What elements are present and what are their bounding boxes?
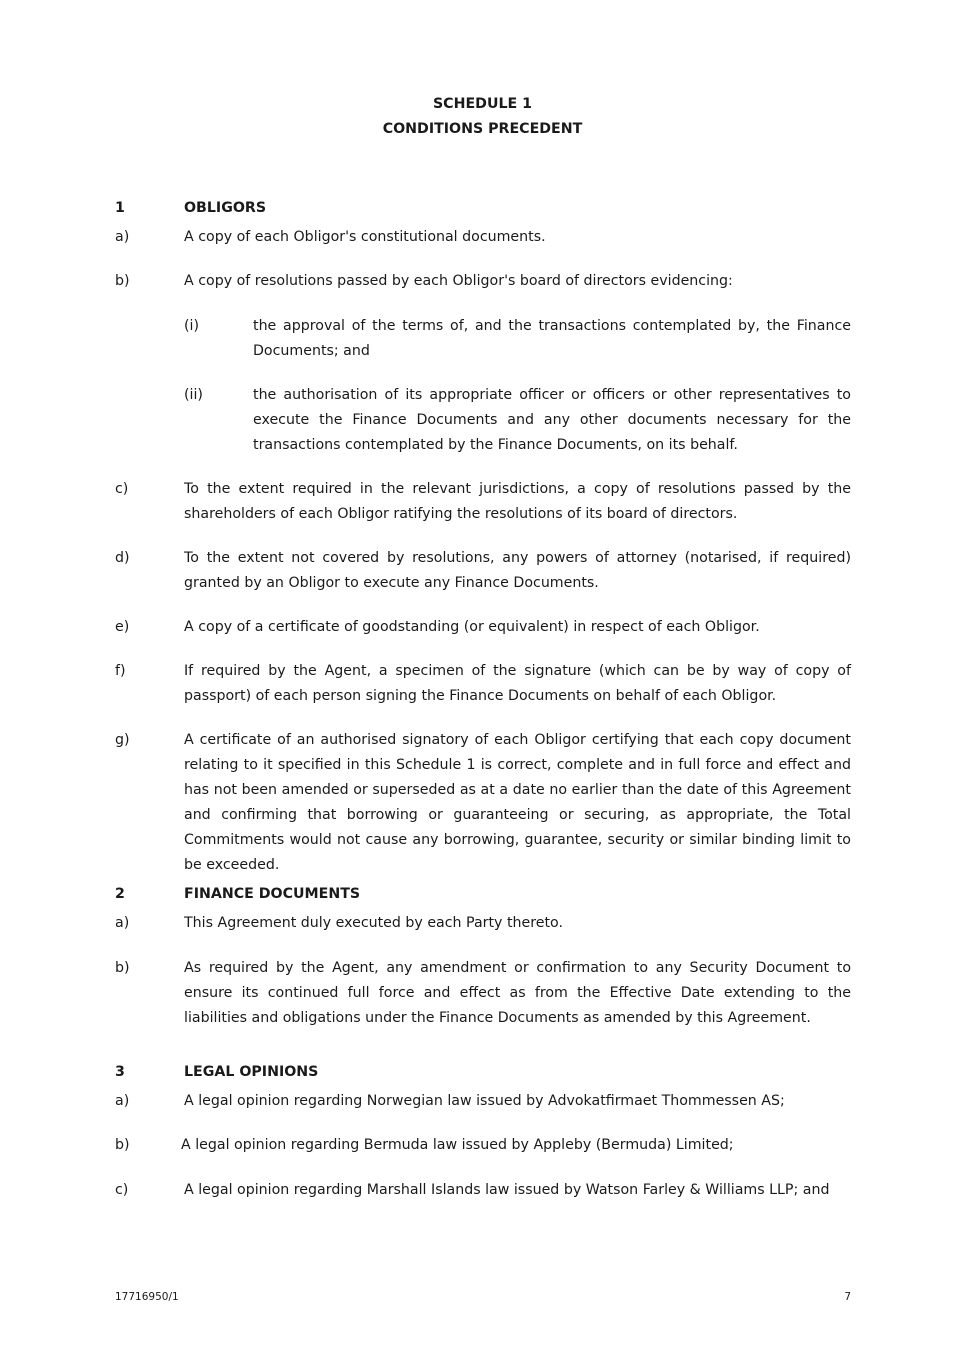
list-item [115,1133,851,1158]
list-item [115,659,851,709]
item-marker: b) [115,960,130,976]
list-item [115,477,851,527]
item-text: To the extent required in the relevant jurisdictions, a copy of resolutions passed by the shareholders of each Obligor ratifying the resolutions of its board of directors. [184,481,851,522]
section-number: 1 [115,200,125,216]
item-text: To the extent not covered by resolutions, any powers of attorney (notarised, if required) granted by an Obligor to execute any Finance Documents. [184,550,851,591]
item-text: A copy of resolutions passed by each Obligor's board of directors evidencing: [184,273,733,289]
schedule-heading: SCHEDULE 1 [432,96,533,112]
subitem-text: the authorisation of its appropriate officer or officers or other representatives to execute the Finance Documents and any other documents necessary for the transactions contemplated by the Finance Documents, on its behalf. [253,387,851,453]
section-label: FINANCE DOCUMENTS [184,886,361,902]
item-marker: a) [115,915,130,931]
section-label: OBLIGORS [184,200,267,216]
list-item [115,225,851,250]
item-marker: a) [115,1093,130,1109]
list-item [115,728,851,878]
list-item [115,269,851,294]
item-marker: b) [115,1137,130,1153]
item-text: As required by the Agent, any amendment or confirmation to any Security Document to ensure its continued full force and effect as from the Effective Date extending to the liabilities and obligations under the Finance Documents as amended by this Agreement. [184,960,851,1026]
item-text: A copy of each Obligor's constitutional documents. [184,229,546,245]
subitem-text: the approval of the terms of, and the transactions contemplated by, the Finance Documents; and [253,318,851,359]
item-text: A copy of a certificate of goodstanding (or equivalent) in respect of each Obligor. [184,619,760,635]
section-label: LEGAL OPINIONS [184,1064,319,1080]
item-text: A certificate of an authorised signatory of each Obligor certifying that each copy document relating to it specified in this Schedule 1 is correct, complete and in full force and effect and has not been amended or superseded as at a date no earlier than the date of this Agreement and confirming that borrowing or guaranteeing or securing, as appropriate, the Total Commitments would not cause any borrowing, guarantee, security or similar binding limit to be exceeded. [184,732,851,873]
item-marker: e) [115,619,130,635]
item-text: This Agreement duly executed by each Party thereto. [184,915,564,931]
list-item [115,1178,851,1203]
list-item [115,615,851,640]
list-item [115,956,851,1031]
item-marker: c) [115,1182,129,1198]
page-title: CONDITIONS PRECEDENT [382,121,583,137]
item-marker: a) [115,229,130,245]
subitem-marker: (i) [184,318,200,334]
document-reference: 17716950/1 [115,1291,179,1303]
item-marker: f) [115,663,126,679]
item-marker: g) [115,732,130,748]
sub-list-item [184,314,851,364]
item-marker: c) [115,481,129,497]
page-number: 7 [844,1291,851,1303]
list-item [115,911,851,936]
item-text: A legal opinion regarding Norwegian law issued by Advokatfirmaet Thommessen AS; [184,1093,785,1109]
subitem-marker: (ii) [184,387,203,403]
section-number: 2 [115,886,125,902]
section-number: 3 [115,1064,125,1080]
item-text: A legal opinion regarding Bermuda law issued by Appleby (Bermuda) Limited; [181,1137,734,1153]
item-marker: d) [115,550,130,566]
list-item [115,546,851,596]
item-text: A legal opinion regarding Marshall Islands law issued by Watson Farley & Williams LLP; and [184,1182,830,1198]
list-item [115,1089,851,1114]
sub-list-item [184,383,851,458]
item-marker: b) [115,273,130,289]
item-text: If required by the Agent, a specimen of the signature (which can be by way of copy of passport) of each person signing the Finance Documents on behalf of each Obligor. [184,663,851,704]
